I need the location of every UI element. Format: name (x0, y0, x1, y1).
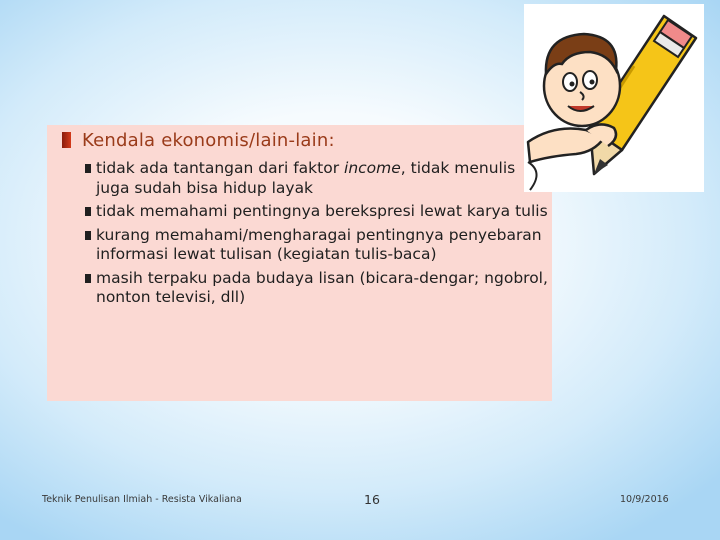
bullet-emphasis: income (344, 159, 401, 177)
page-number: 16 (364, 492, 380, 507)
title-marker-icon (62, 132, 71, 148)
cartoon-face-icon (544, 34, 620, 126)
bullet-item (82, 202, 552, 222)
slide-title: Kendala ekonomis/lain-lain: (82, 129, 335, 151)
footer-presentation-title: Teknik Penulisan Ilmiah - Resista Vikaliana (42, 494, 242, 505)
square-bullet-icon (85, 274, 91, 283)
square-bullet-icon (85, 231, 91, 240)
bullet-text-part: tidak ada tantangan dari faktor (96, 159, 345, 177)
square-bullet-icon (85, 164, 91, 173)
title-row (62, 127, 335, 153)
bullet-item (82, 269, 552, 308)
square-bullet-icon (85, 207, 91, 216)
bullet-text-part: , tidak menulis juga sudah bisa hidup layak (96, 159, 516, 197)
bullet-list (82, 159, 552, 312)
bullet-item (82, 159, 552, 198)
bullet-text-part: masih terpaku pada budaya lisan (bicara-dengar; ngobrol, nonton televisi, dll) (96, 268, 548, 306)
footer-date: 10/9/2016 (620, 494, 669, 505)
bullet-text-part: kurang memahami/mengharagai pentingnya penyebaran informasi lewat tulisan (kegiatan tulis-baca) (96, 225, 542, 263)
bullet-item (82, 226, 552, 265)
bullet-text-part: tidak memahami pentingnya berekspresi lewat karya tulis (96, 202, 548, 220)
cartoon-writer-with-pencil-icon (524, 4, 704, 192)
